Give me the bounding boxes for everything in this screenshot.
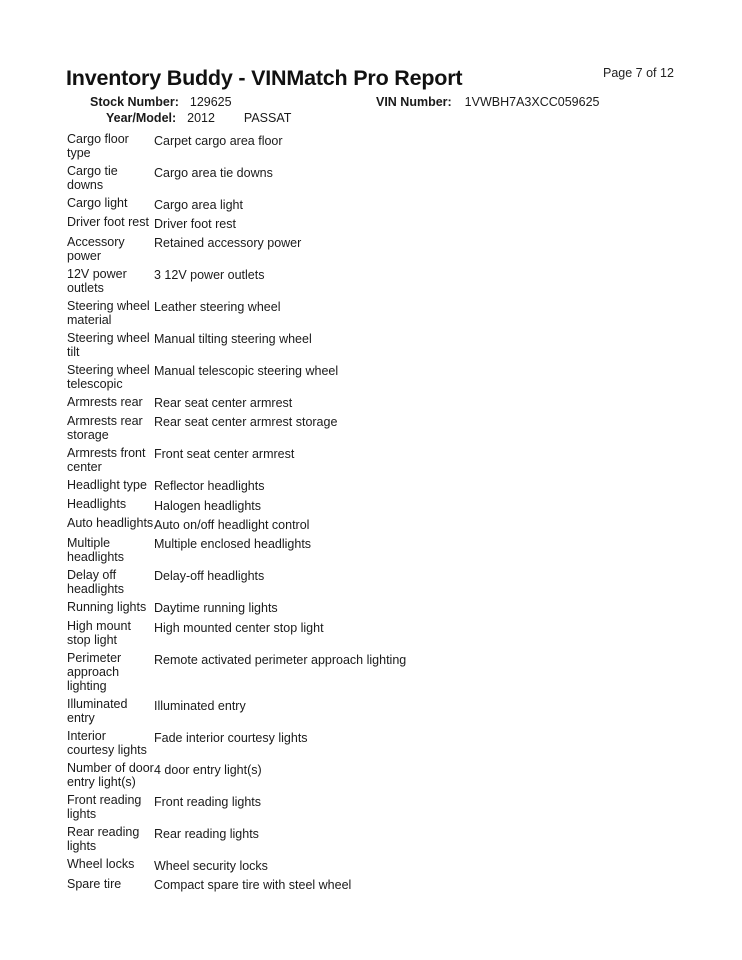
spec-row <box>67 478 687 494</box>
stock-number <box>90 95 232 109</box>
spec-row <box>67 215 687 231</box>
spec-value: Front reading lights <box>154 794 262 809</box>
spec-label: Running lights <box>67 599 147 614</box>
spec-label: Cargo floor type <box>67 132 129 161</box>
spec-row <box>67 331 687 359</box>
spec-row <box>67 568 687 596</box>
spec-value: Daytime running lights <box>154 601 278 616</box>
spec-row <box>67 536 687 564</box>
spec-label: Accessory power <box>67 234 125 263</box>
year-value: 2012 <box>187 111 215 125</box>
spec-row <box>67 446 687 474</box>
spec-label: Number of door entry light(s) <box>67 761 154 790</box>
spec-row <box>67 697 687 725</box>
spec-label: Cargo tie downs <box>67 164 118 193</box>
spec-value: Cargo area light <box>154 197 243 212</box>
spec-row <box>67 651 687 694</box>
spec-label: Wheel locks <box>67 857 135 872</box>
spec-label: Armrests front center <box>67 445 146 475</box>
spec-row <box>67 132 687 160</box>
spec-value: Rear seat center armrest <box>154 396 293 411</box>
spec-value: Auto on/off headlight control <box>154 517 310 532</box>
spec-row <box>67 414 687 442</box>
year-model-label: Year/Model: <box>106 111 177 125</box>
spec-value: Rear seat center armrest storage <box>154 415 338 430</box>
page-number: Page 7 of 12 <box>603 66 674 80</box>
spec-value: Manual telescopic steering wheel <box>154 364 339 379</box>
report-title: Inventory Buddy - VINMatch Pro Report <box>66 66 463 90</box>
spec-row <box>67 619 687 647</box>
spec-value: Leather steering wheel <box>154 300 281 315</box>
spec-row <box>67 600 687 616</box>
spec-label: Delay off headlights <box>67 567 124 596</box>
spec-value: Cargo area tie downs <box>154 165 273 180</box>
spec-label: Interior courtesy lights <box>67 729 147 758</box>
spec-row <box>67 857 687 873</box>
spec-label: Armrests rear <box>67 394 143 409</box>
spec-row <box>67 761 687 789</box>
spec-row <box>67 516 687 532</box>
spec-label: Cargo light <box>67 196 128 210</box>
spec-value: Delay-off headlights <box>154 569 265 584</box>
spec-row <box>67 395 687 411</box>
spec-label: Steering wheel telescopic <box>67 362 150 391</box>
spec-label: Headlight type <box>67 477 147 492</box>
spec-value: Reflector headlights <box>154 479 265 494</box>
vin-number-value: 1VWBH7A3XCC059625 <box>464 95 600 109</box>
spec-row <box>67 164 687 192</box>
stock-number-label: Stock Number: <box>90 95 179 109</box>
spec-value: Carpet cargo area floor <box>154 133 283 148</box>
spec-label: Front reading lights <box>67 793 142 822</box>
spec-value: Driver foot rest <box>154 216 236 231</box>
spec-label: Steering wheel tilt <box>67 330 150 359</box>
spec-row <box>67 299 687 327</box>
spec-row <box>67 235 687 263</box>
spec-row <box>67 196 687 212</box>
spec-label: Auto headlights <box>67 516 154 531</box>
spec-value: Retained accessory power <box>154 236 302 251</box>
spec-row <box>67 363 687 391</box>
spec-row <box>67 497 687 513</box>
spec-label: 12V power outlets <box>67 266 127 295</box>
spec-label: High mount stop light <box>67 619 131 648</box>
spec-value: Wheel security locks <box>154 858 268 873</box>
spec-label: Perimeter approach lighting <box>67 651 122 694</box>
spec-row <box>67 729 687 757</box>
spec-row <box>67 825 687 853</box>
spec-value: Manual tilting steering wheel <box>154 332 312 347</box>
spec-value: 4 door entry light(s) <box>154 762 262 777</box>
spec-value: Rear reading lights <box>154 826 259 841</box>
spec-label: Spare tire <box>67 876 122 891</box>
spec-label: Headlights <box>67 497 127 512</box>
spec-value: Fade interior courtesy lights <box>154 730 308 745</box>
spec-label: Illuminated entry <box>67 697 128 726</box>
spec-label: Rear reading lights <box>67 825 140 854</box>
spec-label: Driver foot rest <box>67 215 149 230</box>
spec-row <box>67 877 687 893</box>
spec-value: Front seat center armrest <box>154 447 295 462</box>
spec-label: Armrests rear storage <box>67 413 143 443</box>
spec-value: Compact spare tire with steel wheel <box>154 878 352 893</box>
spec-value: High mounted center stop light <box>154 620 324 635</box>
spec-row <box>67 267 687 295</box>
spec-list <box>67 132 687 896</box>
year-model <box>106 111 291 125</box>
spec-label: Multiple headlights <box>67 535 124 564</box>
model-value: PASSAT <box>243 111 292 125</box>
stock-number-value: 129625 <box>189 95 232 109</box>
vin-number <box>376 95 599 109</box>
spec-value: Multiple enclosed headlights <box>154 537 312 552</box>
spec-value: Remote activated perimeter approach lighting <box>154 652 407 667</box>
spec-value: Illuminated entry <box>154 698 246 713</box>
spec-row <box>67 793 687 821</box>
spec-label: Steering wheel material <box>67 298 150 327</box>
spec-value: 3 12V power outlets <box>154 268 265 283</box>
spec-value: Halogen headlights <box>154 498 262 513</box>
vin-number-label: VIN Number: <box>376 95 452 109</box>
